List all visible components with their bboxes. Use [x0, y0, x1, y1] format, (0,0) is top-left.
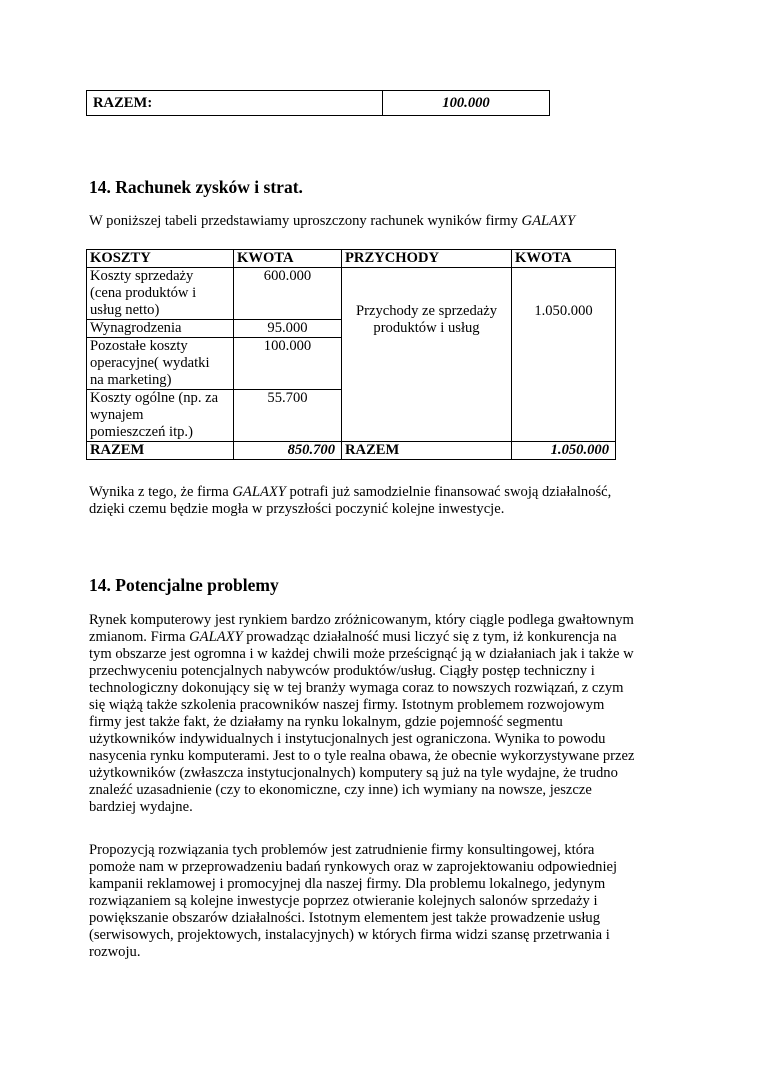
cost-amount: 100.000 — [234, 338, 342, 390]
section-intro — [89, 213, 575, 230]
column-header: KOSZTY — [87, 250, 234, 268]
cost-line: Wynagrodzenia — [90, 320, 182, 336]
paragraph-line: przechwyceniu potencjalnych nabywców produktów/usług. Ciągły postęp techniczny i — [89, 663, 595, 679]
summary-value: 100.000 — [383, 91, 550, 116]
intro-text: W poniższej tabeli przedstawiamy uproszczony rachunek wyników firmy — [89, 213, 522, 229]
company-name: GALAXY — [189, 629, 243, 645]
paragraph-line: Propozycją rozwiązania tych problemów jest zatrudnienie firmy konsultingowej, która — [89, 842, 595, 858]
cost-line: na marketing) — [90, 372, 172, 388]
table-row — [87, 268, 616, 320]
cost-name — [87, 390, 234, 442]
total-costs-label: RAZEM — [87, 442, 234, 460]
problems-paragraph-1 — [89, 612, 689, 816]
paragraph-line: technologiczny dokonujący się w tej branży wymaga coraz to nowszych rozwiązań, z czym — [89, 680, 624, 696]
cost-line: Koszty ogólne (np. za — [90, 390, 219, 406]
total-revenue-value: 1.050.000 — [512, 442, 616, 460]
paragraph-line: (serwisowych, projektowych, instalacyjnych) w których firma widzi szansę przetrwania i — [89, 927, 610, 943]
paragraph-line: pomoże nam w przeprowadzeniu badań rynkowych oraz w zaprojektowaniu odpowiedniej — [89, 859, 618, 875]
summary-table — [86, 90, 550, 116]
conclusion-line: dzięki czemu będzie mogła w przyszłości poczynić kolejne inwestycje. — [89, 501, 505, 517]
cost-name — [87, 268, 234, 320]
cost-line: Pozostałe koszty — [90, 338, 188, 354]
column-header: PRZYCHODY — [342, 250, 512, 268]
paragraph-line: bardziej wydajne. — [89, 799, 193, 815]
paragraph-line: rozwiązaniem są kolejne inwestycje poprzez otwieranie kolejnych salonów sprzedaży i — [89, 893, 598, 909]
cost-line: usług netto) — [90, 302, 160, 318]
paragraph-line: użytkowników (zwłaszcza instytucjonalnych) komputery są już na tyle wydajne, że trudno — [89, 765, 618, 781]
revenue-amount: 1.050.000 — [512, 268, 616, 442]
revenue-name — [342, 268, 512, 442]
company-name: GALAXY — [232, 484, 286, 500]
text-run: Wynika z tego, że firma — [89, 484, 233, 500]
section-heading-problems: 14. Potencjalne problemy — [89, 575, 279, 595]
paragraph-line: firmy jest także fakt, że działamy na rynku lokalnym, gdzie pojemność segmentu — [89, 714, 563, 730]
paragraph-line: się wiążą także szkolenia pracowników naszej firmy. Istotnym problemem rozwojowym — [89, 697, 605, 713]
section-heading-profit-loss: 14. Rachunek zysków i strat. — [89, 177, 303, 197]
revenue-line: produktów i usług — [373, 320, 480, 336]
revenue-line: Przychody ze sprzedaży — [355, 303, 497, 319]
paragraph-line: rozwoju. — [89, 944, 141, 960]
paragraph-line: kampanii reklamowej i promocyjnej dla naszej firmy. Dla problemu lokalnego, jedynym — [89, 876, 606, 892]
paragraph-line: użytkowników indywidualnych i instytucjonalnych jest ograniczona. Wynika to powodu — [89, 731, 606, 747]
paragraph-line: tym obszarze jest ogromna i w każdej chwili może prześcignąć ją w działaniach jak i także w — [89, 646, 634, 662]
conclusion-line — [89, 484, 689, 501]
paragraph-line: Rynek komputerowy jest rynkiem bardzo zróżnicowanym, który ciągle podlega gwałtownym — [89, 612, 634, 628]
cost-amount: 55.700 — [234, 390, 342, 442]
cost-line: pomieszczeń itp.) — [90, 424, 193, 440]
total-revenue-label: RAZEM — [342, 442, 512, 460]
cost-name — [87, 338, 234, 390]
conclusion-paragraph — [89, 484, 689, 518]
paragraph-line: powiększanie obszarów działalności. Istotnym elementem jest także prowadzenie usług — [89, 910, 601, 926]
cost-amount: 600.000 — [234, 268, 342, 320]
table-header-row — [87, 250, 616, 268]
text-run: prowadząc działalność musi liczyć się z tym, iż konkurencja na — [242, 629, 617, 645]
cost-line: (cena produktów i — [90, 285, 197, 301]
summary-label: RAZEM: — [87, 91, 383, 116]
cost-line: Koszty sprzedaży — [90, 268, 194, 284]
column-header: KWOTA — [234, 250, 342, 268]
text-run: potrafi już samodzielnie finansować swoją działalność, — [285, 484, 612, 500]
text-run: zmianom. Firma — [89, 629, 190, 645]
paragraph-line: znaleźć uzasadnienie (czy to ekonomiczne, czy inne) ich wymiany na nowsze, jeszcze — [89, 782, 592, 798]
cost-line: operacyjne( wydatki — [90, 355, 210, 371]
table-row — [87, 91, 550, 116]
profit-loss-table — [86, 249, 616, 460]
cost-amount: 95.000 — [234, 320, 342, 338]
problems-paragraph-2 — [89, 842, 689, 961]
total-costs-value: 850.700 — [234, 442, 342, 460]
company-name: GALAXY — [521, 213, 576, 229]
cost-line: wynajem — [90, 407, 144, 423]
column-header: KWOTA — [512, 250, 616, 268]
paragraph-line — [89, 629, 689, 646]
paragraph-line: nasycenia rynku komputerami. Jest to o tyle realna obawa, że obecnie wykorzystywane przez — [89, 748, 635, 764]
table-total-row — [87, 442, 616, 460]
cost-name — [87, 320, 234, 338]
